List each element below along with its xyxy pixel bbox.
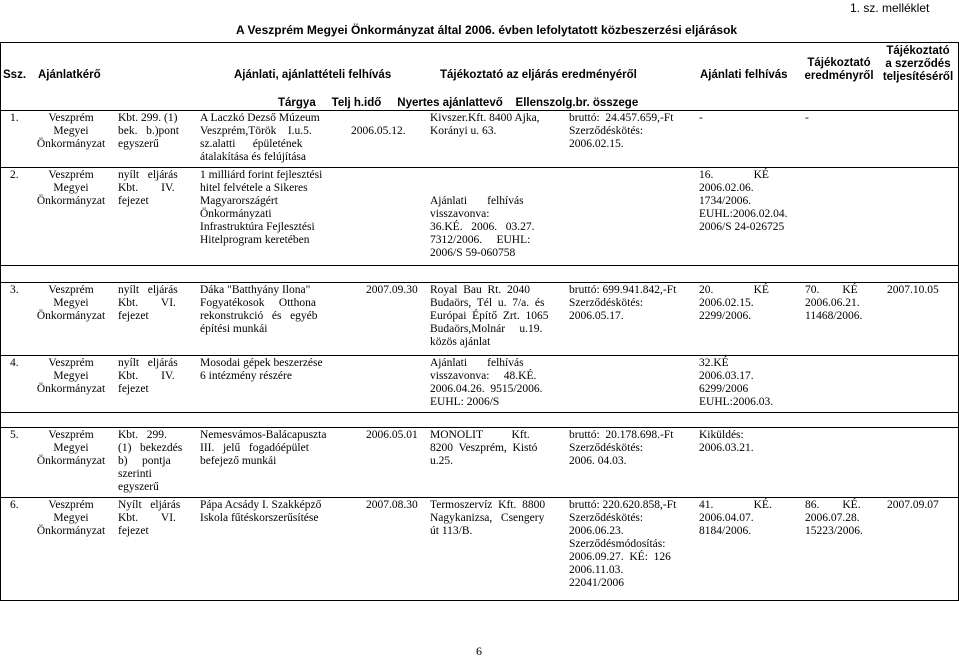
row-ellenszolg: bruttó: 20.178.698.-Ft Szerződéskötés: 2006. 04.03. bbox=[569, 429, 674, 467]
row-eljaras: Kbt. 299. (1) bek. b.)pont egyszerű bbox=[118, 112, 180, 150]
row-eredmeny: 86. KÉ. 2006.07.28. 15223/2006. bbox=[805, 499, 863, 537]
row-eljaras: Nyílt eljárás Kbt. VI. fejezet bbox=[118, 499, 181, 537]
row-ajanlatkero: Veszprém Megyei Önkormányzat bbox=[36, 169, 106, 207]
header-tajekoztato-eredmeny: Tájékoztató az eljárás eredményéről bbox=[440, 69, 637, 81]
row-eredmeny: - bbox=[805, 112, 809, 124]
row-telj: 2006.05.12. bbox=[351, 125, 406, 137]
row-eljaras: nyílt eljárás Kbt. IV. fejezet bbox=[118, 357, 178, 395]
row-eljaras: nyílt eljárás Kbt. IV. fejezet bbox=[118, 169, 178, 207]
document-title: A Veszprém Megyei Önkormányzat által 2006. évben lefolytatott közbeszerzési eljárások bbox=[236, 23, 738, 37]
row-felhivas: Kiküldés: 2006.03.21. bbox=[699, 429, 754, 454]
row-targy: Nemesvámos-Balácapuszta III. jelű fogadóépület befejező munkái bbox=[200, 429, 327, 467]
row-felhivas: - bbox=[699, 112, 703, 124]
row-ajanlatkero: Veszprém Megyei Önkormányzat bbox=[36, 499, 106, 537]
attachment-label: 1. sz. melléklet bbox=[850, 1, 930, 15]
row-nyertes: Ajánlati felhívás visszavonva: 36.KÉ. 2006. 03.27. 7312/2006. EUHL: 2006/S 59-060758 bbox=[430, 195, 535, 259]
row-eljaras: nyílt eljárás Kbt. VI. fejezet bbox=[118, 284, 178, 322]
row-ssz: 1. bbox=[10, 112, 19, 124]
row-ajanlatkero: Veszprém Megyei Önkormányzat bbox=[36, 284, 106, 322]
row-ssz: 6. bbox=[10, 499, 19, 511]
row-teljesites: 2007.09.07 bbox=[887, 499, 939, 511]
row-nyertes: Royal Bau Rt. 2040 Budaörs, Tél u. 7/a. és Európai Építő Zrt. 1065 Budaörs,Molnár u.19. közös ajánlat bbox=[430, 284, 549, 348]
row-ssz: 4. bbox=[10, 357, 19, 369]
row-ssz: 5. bbox=[10, 429, 19, 441]
row-telj: 2007.09.30 bbox=[366, 284, 418, 296]
row-targy: Pápa Acsády I. Szakképző Iskola fűtéskorszerűsítése bbox=[200, 499, 322, 524]
header-subcolumns: Tárgya Telj h.idő Nyertes ajánlattevő Ellenszolg.br. összege bbox=[278, 97, 639, 109]
row-ellenszolg: bruttó: 220.620.858,-Ft Szerződéskötés: 2006.06.23. Szerződésmódosítás: 2006.09.27. KÉ: 126 2006.11.03. 22041/2006 bbox=[569, 499, 677, 589]
row-ellenszolg: bruttó: 24.457.659,-Ft Szerződéskötés: 2006.02.15. bbox=[569, 112, 674, 150]
row-nyertes: Ajánlati felhívás visszavonva: 48.KÉ. 2006.04.26. 9515/2006. EUHL: 2006/S bbox=[430, 357, 543, 408]
row-ssz: 2. bbox=[10, 169, 19, 181]
row-telj: 2006.05.01 bbox=[366, 429, 418, 441]
row-felhivas: 20. KÉ 2006.02.15. 2299/2006. bbox=[699, 284, 769, 322]
row-teljesites: 2007.10.05 bbox=[887, 284, 939, 296]
row-felhivas: 16. KÉ 2006.02.06. 1734/2006. EUHL:2006.02.04. 2006/S 24-026725 bbox=[699, 169, 788, 233]
header-ssz: Ssz. bbox=[3, 69, 27, 81]
header-ajanlatkero: Ajánlatkérő bbox=[38, 69, 101, 81]
row-eredmeny: 70. KÉ 2006.06.21. 11468/2006. bbox=[805, 284, 863, 322]
row-nyertes: MONOLIT Kft. 8200 Veszprém, Kistó u.25. bbox=[430, 429, 538, 467]
header-ajanlati-felhivas: Ajánlati felhívás bbox=[700, 69, 788, 81]
row-eljaras: Kbt. 299. (1) bekezdés b) pontja szerinti egyszerű bbox=[118, 429, 183, 493]
header-tajekoztato-teljesites: Tájékoztató a szerződés teljesítéséről bbox=[882, 45, 954, 83]
row-ellenszolg: bruttó: 699.941.842,-Ft Szerződéskötés: 2006.05.17. bbox=[569, 284, 677, 322]
page-number: 6 bbox=[476, 644, 482, 658]
row-nyertes: Termoszervíz Kft. 8800 Nagykanizsa, Csengery út 113/B. bbox=[430, 499, 546, 537]
row-ajanlatkero: Veszprém Megyei Önkormányzat bbox=[36, 112, 106, 150]
row-targy: Dáka "Batthyány Ilona" Fogyatékosok Otthona rekonstrukció és egyéb építési munkái bbox=[200, 284, 318, 335]
header-felhivas: Ajánlati, ajánlattételi felhívás bbox=[234, 69, 392, 81]
row-felhivas: 32.KÉ 2006.03.17. 6299/2006 EUHL:2006.03. bbox=[699, 357, 774, 408]
row-ajanlatkero: Veszprém Megyei Önkormányzat bbox=[36, 429, 106, 467]
row-nyertes: Kivszer.Kft. 8400 Ajka, Korányi u. 63. bbox=[430, 112, 540, 137]
header-tajekoztato-eredmenyrol: Tájékoztató eredményről bbox=[804, 57, 874, 82]
row-targy: A Laczkó Dezső Múzeum Veszprém,Török I.u.5. sz.alatti épületének átalakítása és felújítása bbox=[200, 112, 320, 163]
row-targy: 1 milliárd forint fejlesztési hitel felvétele a Sikeres Magyarországért Önkormányzati Infrastruktúra Fejlesztési Hitelprogram keretében bbox=[200, 169, 323, 246]
row-felhivas: 41. KÉ. 2006.04.07. 8184/2006. bbox=[699, 499, 772, 537]
row-targy: Mosodai gépek beszerzése 6 intézmény részére bbox=[200, 357, 323, 382]
row-telj: 2007.08.30 bbox=[366, 499, 418, 511]
row-ajanlatkero: Veszprém Megyei Önkormányzat bbox=[36, 357, 106, 395]
row-ssz: 3. bbox=[10, 284, 19, 296]
